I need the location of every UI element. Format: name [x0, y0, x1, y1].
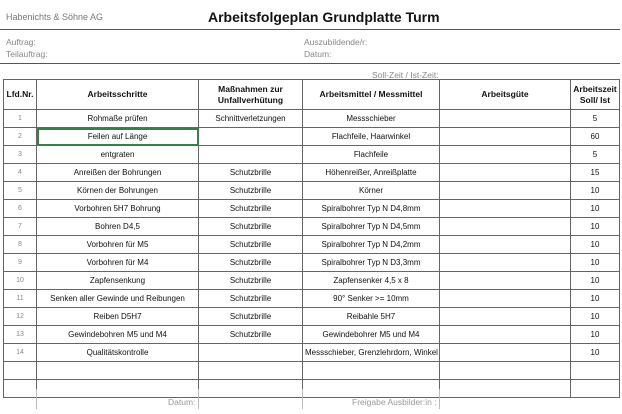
- row-arbeitszeit-cell[interactable]: 10: [571, 200, 620, 218]
- row-arbeitsguete-cell[interactable]: [440, 326, 571, 344]
- row-arbeitsmittel-cell[interactable]: Spiralbohrer Typ N D4,2mm: [303, 236, 440, 254]
- row-massnahme-cell[interactable]: Schutzbrille: [199, 182, 303, 200]
- table-row: [4, 272, 620, 290]
- row-massnahme-cell[interactable]: Schutzbrille: [199, 254, 303, 272]
- table-row-empty: [4, 362, 620, 380]
- datum-label: Datum:: [304, 49, 332, 59]
- row-arbeitsguete-cell[interactable]: [440, 254, 571, 272]
- row-arbeitsmittel-cell[interactable]: Flachfeile: [303, 146, 440, 164]
- row-massnahme-cell[interactable]: [199, 344, 303, 362]
- row-arbeitsschritt-cell[interactable]: entgraten: [37, 146, 199, 164]
- row-massnahme-cell[interactable]: Schutzbrille: [199, 326, 303, 344]
- row-arbeitsmittel-cell[interactable]: Messschieber: [303, 110, 440, 128]
- empty-cell[interactable]: [37, 362, 199, 380]
- row-arbeitsguete-cell[interactable]: [440, 218, 571, 236]
- table-row: [4, 254, 620, 272]
- row-nr-cell[interactable]: 10: [4, 272, 37, 290]
- row-arbeitsguete-cell[interactable]: [440, 128, 571, 146]
- header-divider: [0, 29, 620, 30]
- row-nr-cell[interactable]: 6: [4, 200, 37, 218]
- empty-cell[interactable]: [440, 362, 571, 380]
- empty-cell[interactable]: [571, 362, 620, 380]
- row-nr-cell[interactable]: 11: [4, 290, 37, 308]
- row-massnahme-cell[interactable]: Schutzbrille: [199, 290, 303, 308]
- row-nr-cell[interactable]: 12: [4, 308, 37, 326]
- row-arbeitszeit-cell[interactable]: 10: [571, 290, 620, 308]
- table-row: [4, 236, 620, 254]
- row-arbeitsschritt-cell[interactable]: Körnen der Bohrungen: [37, 182, 199, 200]
- row-arbeitszeit-cell[interactable]: 10: [571, 272, 620, 290]
- table-row: [4, 308, 620, 326]
- table-row: [4, 128, 620, 146]
- header-nr: Lfd.Nr.: [4, 80, 37, 110]
- row-arbeitsmittel-cell[interactable]: Spiralbohrer Typ N D4,8mm: [303, 200, 440, 218]
- row-arbeitszeit-cell[interactable]: 10: [571, 182, 620, 200]
- table-row: [4, 218, 620, 236]
- table-row: [4, 344, 620, 362]
- footer-divider: [439, 389, 440, 409]
- work-plan-table: [3, 79, 620, 398]
- row-arbeitsguete-cell[interactable]: [440, 110, 571, 128]
- row-arbeitszeit-cell[interactable]: 10: [571, 344, 620, 362]
- header-arbeitszeit: Arbeitszeit Soll/ Ist: [571, 80, 620, 110]
- row-arbeitsmittel-cell[interactable]: 90° Senker >= 10mm: [303, 290, 440, 308]
- row-arbeitsmittel-cell[interactable]: Spiralbohrer Typ N D3,3mm: [303, 254, 440, 272]
- row-arbeitsguete-cell[interactable]: [440, 200, 571, 218]
- row-nr-cell[interactable]: 14: [4, 344, 37, 362]
- row-nr-cell[interactable]: 3: [4, 146, 37, 164]
- row-arbeitsmittel-cell[interactable]: Höhenreißer, Anreißplatte: [303, 164, 440, 182]
- row-arbeitsschritt-cell[interactable]: Anreißen der Bohrungen: [37, 164, 199, 182]
- row-arbeitszeit-cell[interactable]: 5: [571, 110, 620, 128]
- row-arbeitsguete-cell[interactable]: [440, 164, 571, 182]
- table-row: [4, 182, 620, 200]
- row-arbeitsschritt-cell[interactable]: Reiben D5H7: [37, 308, 199, 326]
- row-arbeitsschritt-cell[interactable]: Vorbohren für M4: [37, 254, 199, 272]
- header-arbeitsmittel: Arbeitsmittel / Messmittel: [303, 80, 440, 110]
- row-nr-cell[interactable]: 4: [4, 164, 37, 182]
- row-nr-cell[interactable]: 8: [4, 236, 37, 254]
- row-nr-cell[interactable]: 5: [4, 182, 37, 200]
- table-row: [4, 290, 620, 308]
- page-title: Arbeitsfolgeplan Grundplatte Turm: [208, 9, 440, 25]
- table-row: [4, 326, 620, 344]
- empty-cell[interactable]: [571, 380, 620, 398]
- footer-divider: [302, 389, 303, 409]
- row-arbeitsguete-cell[interactable]: [440, 272, 571, 290]
- footer-datum-label: Datum:: [168, 397, 196, 407]
- table-row: [4, 146, 620, 164]
- row-arbeitsschritt-cell[interactable]: Zapfensenkung: [37, 272, 199, 290]
- empty-cell[interactable]: [303, 362, 440, 380]
- auszubildende-label: Auszubildende/r:: [304, 37, 368, 47]
- row-arbeitsguete-cell[interactable]: [440, 146, 571, 164]
- row-arbeitszeit-cell[interactable]: 10: [571, 308, 620, 326]
- row-arbeitsguete-cell[interactable]: [440, 182, 571, 200]
- footer-divider: [198, 389, 199, 409]
- footer-divider: [36, 389, 37, 409]
- row-arbeitsmittel-cell[interactable]: Zapfensenker 4,5 x 8: [303, 272, 440, 290]
- row-nr-cell[interactable]: 1: [4, 110, 37, 128]
- empty-cell[interactable]: [4, 362, 37, 380]
- auftrag-label: Auftrag:: [6, 37, 36, 47]
- header-massnahmen: Maßnahmen zur Unfallverhütung: [199, 80, 303, 110]
- row-arbeitsguete-cell[interactable]: [440, 308, 571, 326]
- row-arbeitsschritt-cell[interactable]: Feilen auf Länge: [37, 128, 199, 146]
- table-header-row: [4, 80, 620, 110]
- row-arbeitsschritt-cell[interactable]: Qualitätskontrolle: [37, 344, 199, 362]
- table-row: [4, 110, 620, 128]
- teilauftrag-label: Teilauftrag:: [6, 49, 48, 59]
- row-arbeitsguete-cell[interactable]: [440, 290, 571, 308]
- row-arbeitsschritt-cell[interactable]: Senken aller Gewinde und Reibungen: [37, 290, 199, 308]
- row-massnahme-cell[interactable]: [199, 146, 303, 164]
- table-row: [4, 164, 620, 182]
- empty-cell[interactable]: [4, 380, 37, 398]
- soll-ist-label: Soll-Zeit / Ist-Zeit:: [372, 70, 439, 80]
- meta-divider: [0, 63, 620, 64]
- row-nr-cell[interactable]: 13: [4, 326, 37, 344]
- table-row: [4, 200, 620, 218]
- row-arbeitsmittel-cell[interactable]: Gewindebohrer M5 und M4: [303, 326, 440, 344]
- empty-cell[interactable]: [303, 380, 440, 398]
- header-arbeitsschritte: Arbeitsschritte: [37, 80, 199, 110]
- row-nr-cell[interactable]: 2: [4, 128, 37, 146]
- row-massnahme-cell[interactable]: Schutzbrille: [199, 272, 303, 290]
- row-arbeitsmittel-cell[interactable]: Flachfeile, Haarwinkel: [303, 128, 440, 146]
- row-massnahme-cell[interactable]: [199, 128, 303, 146]
- row-arbeitsschritt-cell[interactable]: Rohmaße prüfen: [37, 110, 199, 128]
- row-arbeitsguete-cell[interactable]: [440, 236, 571, 254]
- row-arbeitsschritt-cell[interactable]: Vorbohren für M5: [37, 236, 199, 254]
- row-arbeitszeit-cell[interactable]: 15: [571, 164, 620, 182]
- table-row-empty: [4, 380, 620, 398]
- row-arbeitszeit-cell[interactable]: 10: [571, 236, 620, 254]
- row-arbeitsmittel-cell[interactable]: Reibahle 5H7: [303, 308, 440, 326]
- row-arbeitsschritt-cell[interactable]: Bohren D4,5: [37, 218, 199, 236]
- row-massnahme-cell[interactable]: Schutzbrille: [199, 218, 303, 236]
- row-massnahme-cell[interactable]: Schnittverletzungen: [199, 110, 303, 128]
- row-arbeitsmittel-cell[interactable]: Spiralbohrer Typ N D4,5mm: [303, 218, 440, 236]
- row-arbeitszeit-cell[interactable]: 10: [571, 326, 620, 344]
- row-massnahme-cell[interactable]: Schutzbrille: [199, 164, 303, 182]
- row-arbeitszeit-cell[interactable]: 5: [571, 146, 620, 164]
- empty-cell[interactable]: [440, 380, 571, 398]
- row-nr-cell[interactable]: 7: [4, 218, 37, 236]
- row-arbeitsmittel-cell[interactable]: Körner: [303, 182, 440, 200]
- row-arbeitsschritt-cell[interactable]: Vorbohren 5H7 Bohrung: [37, 200, 199, 218]
- row-arbeitsguete-cell[interactable]: [440, 344, 571, 362]
- row-arbeitsmittel-cell[interactable]: Messschieber, Grenzlehrdorn, Winkel: [303, 344, 440, 362]
- row-nr-cell[interactable]: 9: [4, 254, 37, 272]
- empty-cell[interactable]: [199, 380, 303, 398]
- row-arbeitszeit-cell[interactable]: 10: [571, 254, 620, 272]
- empty-cell[interactable]: [199, 362, 303, 380]
- header-arbeitsguete: Arbeitsgüte: [440, 80, 571, 110]
- row-arbeitszeit-cell[interactable]: 60: [571, 128, 620, 146]
- row-massnahme-cell[interactable]: Schutzbrille: [199, 236, 303, 254]
- row-massnahme-cell[interactable]: Schutzbrille: [199, 308, 303, 326]
- row-massnahme-cell[interactable]: Schutzbrille: [199, 200, 303, 218]
- row-arbeitsschritt-cell[interactable]: Gewindebohren M5 und M4: [37, 326, 199, 344]
- footer-freigabe-label: Freigabe Ausbilder:in :: [352, 397, 437, 407]
- row-arbeitszeit-cell[interactable]: 10: [571, 218, 620, 236]
- company-name: Habenichts & Söhne AG: [6, 12, 104, 22]
- empty-cell[interactable]: [37, 380, 199, 398]
